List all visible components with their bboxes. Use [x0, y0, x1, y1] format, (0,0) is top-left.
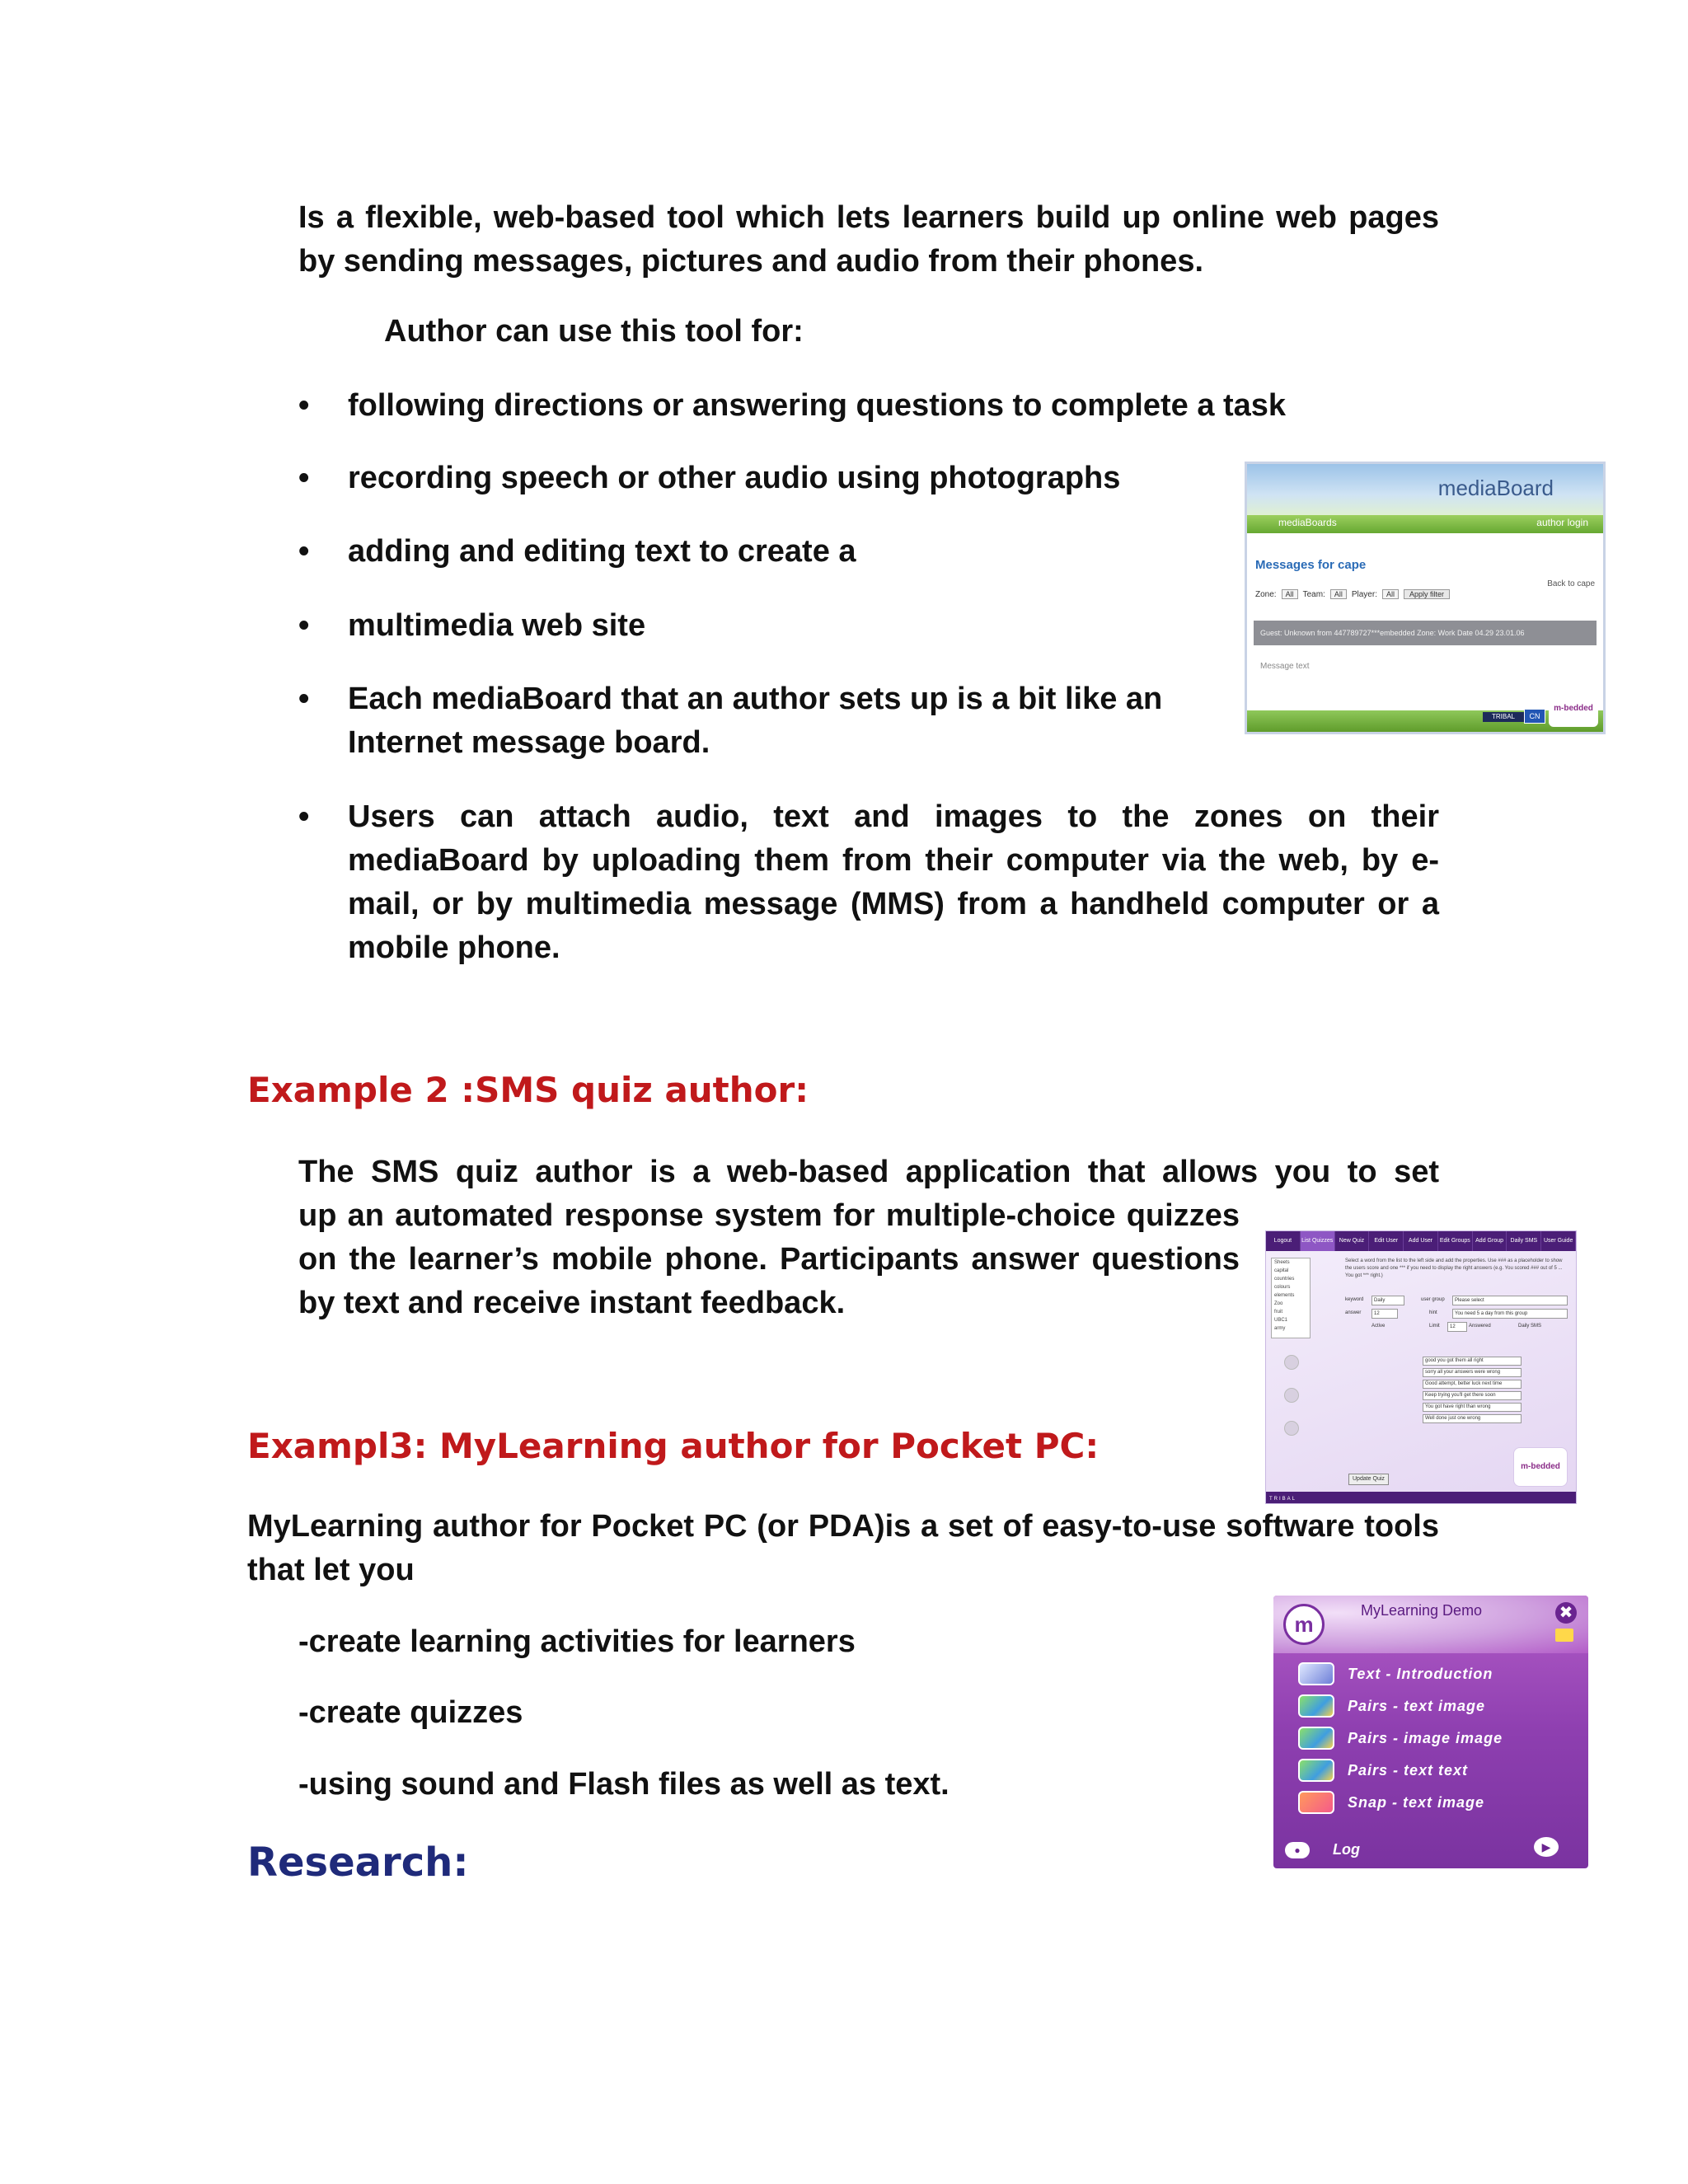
back-link[interactable]: Back to cape [1547, 579, 1595, 588]
tab-logout[interactable]: Logout [1266, 1231, 1301, 1251]
bullet-item: recording speech or other audio using photographs [348, 461, 1121, 495]
quiz-list[interactable] [1271, 1258, 1311, 1338]
message-row[interactable]: Guest: Unknown from 447789727***embedded Zone: Work Date 04.29 23.01.06 [1254, 621, 1597, 645]
example3-paragraph: MyLearning author for Pocket PC (or PDA)is a set of easy-to-use software tools that let you [247, 1509, 1439, 1587]
menu-item-label: Pairs - text text [1348, 1761, 1469, 1779]
team-select[interactable]: All [1330, 589, 1347, 599]
tab-add-group[interactable]: Add Group [1473, 1231, 1507, 1251]
list-item[interactable]: colours [1274, 1285, 1291, 1290]
footer-bar [1266, 1492, 1576, 1503]
intro-paragraph: Is a flexible, web-based tool which lets learners build up online web pages by sending messages, pictures and audio from their phones. [298, 200, 1439, 279]
menu-item-pairs-text-text[interactable] [1298, 1758, 1468, 1783]
list-item[interactable]: countries [1274, 1277, 1295, 1282]
limit-label: Limit [1429, 1324, 1440, 1329]
menu-item-pairs-text-image[interactable] [1298, 1694, 1485, 1718]
player-select[interactable]: All [1382, 589, 1399, 599]
bullet-item: Users can attach audio, text and images to the zones on their mediaBoard by uploading them from their computer via the web, by e-mail, or by multimedia message (MMS) from a handheld computer or a mobile phone. [348, 799, 1439, 965]
activity-item: -create learning activities for learners [298, 1624, 856, 1659]
response-field[interactable]: sorry all your answers were wrong [1423, 1368, 1522, 1377]
menu-item-text-introduction[interactable] [1298, 1661, 1493, 1686]
menu-item-label: Text - Introduction [1348, 1665, 1493, 1682]
nav-mediaboards-link[interactable]: mediaBoards [1278, 517, 1337, 528]
mediaboard-logo: mediaBoard [1437, 476, 1554, 500]
log-icon[interactable]: ● [1285, 1842, 1310, 1858]
bullet-item: Each mediaBoard that an author sets up is a bit like an Internet message board. [348, 682, 1163, 760]
mbedded-logo: m-bedded [1513, 1447, 1568, 1487]
example3-heading: Exampl3: MyLearning author for Pocket PC: [247, 1426, 1100, 1466]
menu-item-snap-text-image[interactable] [1298, 1790, 1484, 1815]
menu-item-label: Pairs - text image [1348, 1697, 1486, 1714]
example2-paragraph-line1: The SMS quiz author is a web-based application that allows you to set [298, 1155, 1439, 1189]
answered-label: Answered [1469, 1324, 1491, 1329]
mediaboard-screenshot [1245, 462, 1606, 734]
answer-label: answer [1345, 1310, 1362, 1315]
tab-add-user[interactable]: Add User [1404, 1231, 1438, 1251]
limit-field[interactable]: 12 [1447, 1322, 1467, 1332]
user-group-label: user group [1421, 1297, 1445, 1302]
hint-field[interactable]: You need 5 a day from this group [1452, 1309, 1568, 1319]
mbedded-logo: m-bedded [1549, 691, 1598, 727]
response-field[interactable]: Well done just one wrong [1423, 1414, 1522, 1423]
apply-filter-button[interactable]: Apply filter [1404, 589, 1450, 599]
list-item[interactable]: Zoo [1274, 1301, 1283, 1306]
activity-item: -using sound and Flash files as well as text. [298, 1767, 950, 1802]
app-title: MyLearning Demo [1361, 1602, 1483, 1619]
messages-title: Messages for cape [1255, 558, 1367, 572]
filter-bar [1255, 589, 1450, 599]
decor-circle-icon [1284, 1388, 1299, 1403]
message-text: Message text [1260, 662, 1310, 671]
bullet-item: adding and editing text to create a [348, 534, 856, 569]
menu-item-label: Pairs - image image [1348, 1729, 1503, 1746]
list-item[interactable]: capital [1274, 1268, 1289, 1273]
keyword-label: keyword [1345, 1297, 1364, 1302]
mylearning-logo: m [1283, 1604, 1325, 1645]
author-uses-label: Author can use this tool for: [384, 314, 804, 349]
bullet-glyph: • [298, 388, 310, 423]
zone-label: Zone: [1255, 589, 1277, 599]
decor-circle-icon [1284, 1355, 1299, 1370]
research-heading: Research: [247, 1840, 469, 1886]
mylearning-screenshot [1273, 1596, 1588, 1868]
bullet-item: multimedia web site [348, 608, 646, 643]
list-item[interactable]: elements [1274, 1293, 1295, 1298]
sms-nav-bar [1266, 1231, 1576, 1251]
player-label: Player: [1351, 589, 1377, 599]
log-button[interactable]: Log [1333, 1841, 1360, 1858]
bullet-item: following directions or answering questions to complete a task [348, 388, 1287, 423]
close-icon[interactable]: ✖ [1555, 1602, 1577, 1624]
example2-heading: Example 2 :SMS quiz author: [247, 1070, 809, 1110]
list-item[interactable]: Sheets [1274, 1260, 1290, 1265]
update-quiz-button[interactable]: Update Quiz [1348, 1474, 1389, 1485]
activity-item: -create quizzes [298, 1695, 523, 1730]
bullet-glyph: • [298, 534, 310, 569]
response-field[interactable]: You got have right than wrong [1423, 1403, 1522, 1412]
keyword-field[interactable]: Daily [1372, 1296, 1404, 1305]
play-icon[interactable]: ▶ [1534, 1837, 1559, 1857]
tab-new-quiz[interactable]: New Quiz [1335, 1231, 1370, 1251]
list-item[interactable]: army [1274, 1326, 1286, 1331]
daily-sms-label: Daily SMS [1518, 1324, 1542, 1329]
response-field[interactable]: good you got them all right [1423, 1357, 1522, 1366]
response-field[interactable]: Keep trying you'll get there soon [1423, 1391, 1522, 1400]
menu-item-pairs-image-image[interactable] [1298, 1726, 1503, 1750]
tab-daily-sms[interactable]: Daily SMS [1507, 1231, 1541, 1251]
bullet-glyph: • [298, 682, 310, 716]
list-item[interactable]: fruit [1274, 1310, 1283, 1315]
cn-logo: CN [1524, 709, 1545, 724]
decor-circle-icon [1284, 1421, 1299, 1436]
tab-user-guide[interactable]: User Guide [1541, 1231, 1576, 1251]
sms-quiz-screenshot [1265, 1230, 1577, 1504]
tab-edit-user[interactable]: Edit User [1369, 1231, 1404, 1251]
instructions-text: Select a word from the list to the left side and add the properties. Use ### as a placeholder to show the users score and one *** if you need to display the right answers (e.g. You scored ### out of 5 ... You got *** right.) [1345, 1258, 1563, 1278]
tribal-logo: TRIBAL [1269, 1497, 1297, 1502]
snap-icon [1298, 1791, 1334, 1814]
pairs-icon [1298, 1727, 1334, 1750]
tab-edit-groups[interactable]: Edit Groups [1438, 1231, 1473, 1251]
user-group-select[interactable]: Please select [1452, 1296, 1568, 1305]
zone-select[interactable]: All [1282, 589, 1298, 599]
list-item[interactable]: UBC1 [1274, 1318, 1288, 1323]
pairs-icon [1298, 1759, 1334, 1782]
menu-item-label: Snap - text image [1348, 1793, 1485, 1811]
bullet-glyph: • [298, 799, 310, 834]
nav-author-login-link[interactable]: author login [1536, 517, 1588, 528]
answer-field[interactable]: 12 [1372, 1309, 1398, 1319]
hint-label: hint [1429, 1310, 1437, 1315]
team-label: Team: [1302, 589, 1325, 599]
pairs-icon [1298, 1694, 1334, 1718]
bullet-glyph: • [298, 608, 310, 643]
folder-icon[interactable] [1555, 1629, 1573, 1642]
response-field[interactable]: Good attempt, better luck next time [1423, 1380, 1522, 1389]
book-icon [1298, 1662, 1334, 1685]
tribal-logo: TRIBAL [1483, 712, 1524, 722]
bullet-glyph: • [298, 461, 310, 495]
active-checkbox-label[interactable]: Active [1372, 1324, 1386, 1329]
tab-list-quizzes[interactable]: List Quizzes [1301, 1231, 1335, 1251]
example2-paragraph: up an automated response system for multiple-choice quizzes on the learner’s mobile phone. Participants answer questions by text and receive instant feedback. [298, 1198, 1240, 1320]
